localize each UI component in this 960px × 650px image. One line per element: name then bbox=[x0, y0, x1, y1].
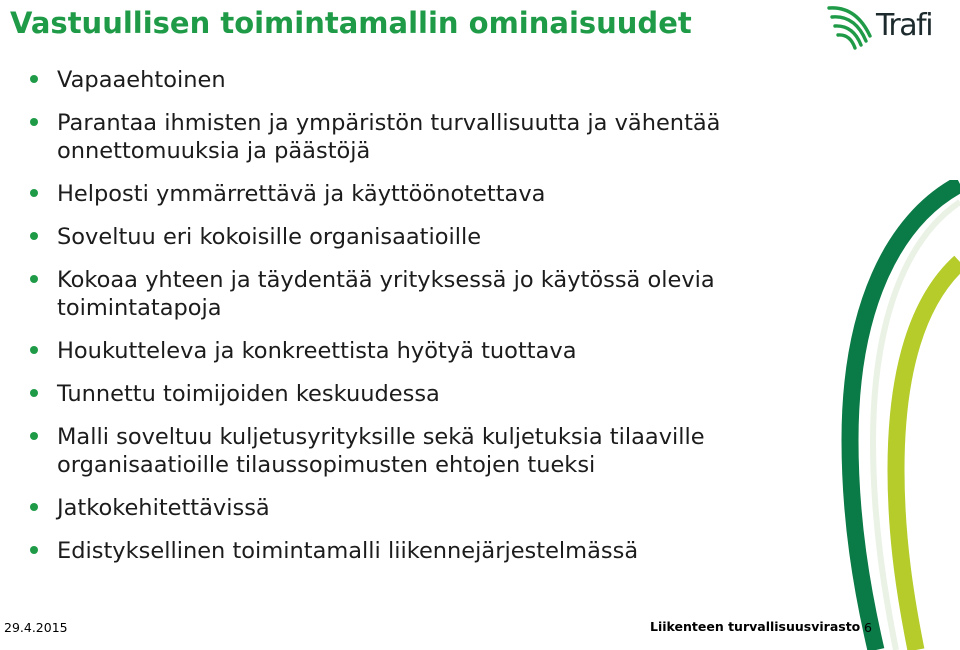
footer-organization: Liikenteen turvallisuusvirasto bbox=[650, 619, 861, 634]
bullet-item bbox=[28, 537, 828, 565]
bullet-item bbox=[28, 423, 828, 479]
bullet-item bbox=[28, 494, 828, 522]
bullet-dot-icon bbox=[30, 546, 38, 554]
bullet-item bbox=[28, 380, 828, 408]
bullet-text: Edistyksellinen toimintamalli liikennejärjestelmässä bbox=[57, 538, 639, 564]
footer-date: 29.4.2015 bbox=[4, 620, 68, 635]
bullet-dot-icon bbox=[30, 275, 38, 283]
trafi-swoosh-icon bbox=[826, 2, 876, 52]
bullet-item bbox=[28, 109, 828, 165]
bullet-dot-icon bbox=[30, 75, 38, 83]
logo-text: Trafi bbox=[876, 8, 933, 43]
bullet-item bbox=[28, 337, 828, 365]
trafi-logo bbox=[826, 2, 952, 56]
bullet-dot-icon bbox=[30, 389, 38, 397]
bullet-text: Kokoaa yhteen ja täydentää yrityksessä jo käytössä olevia toimintatapoja bbox=[57, 267, 715, 321]
bullet-text: Houkutteleva ja konkreettista hyötyä tuottava bbox=[57, 338, 577, 364]
slide-title: Vastuullisen toimintamallin ominaisuudet bbox=[10, 6, 692, 40]
bullet-text: Tunnettu toimijoiden keskuudessa bbox=[57, 381, 440, 407]
bullet-item bbox=[28, 266, 828, 322]
page-number: 6 bbox=[864, 620, 872, 635]
bullet-text: Soveltuu eri kokoisille organisaatioille bbox=[57, 224, 482, 250]
bullet-item bbox=[28, 180, 828, 208]
bullet-text: Vapaaehtoinen bbox=[57, 67, 226, 93]
bullet-dot-icon bbox=[30, 346, 38, 354]
bullet-dot-icon bbox=[30, 232, 38, 240]
bullet-text: Jatkokehitettävissä bbox=[57, 495, 270, 521]
bullet-dot-icon bbox=[30, 503, 38, 511]
bullet-item bbox=[28, 223, 828, 251]
bullet-text: Malli soveltuu kuljetusyrityksille sekä kuljetuksia tilaaville organisaatioille tilaussopimusten ehtojen tueksi bbox=[57, 424, 705, 478]
bullet-text: Parantaa ihmisten ja ympäristön turvallisuutta ja vähentää onnettomuuksia ja päästöjä bbox=[57, 110, 721, 164]
bullet-list bbox=[28, 66, 828, 580]
decorative-swoosh-graphic bbox=[832, 180, 960, 650]
bullet-item bbox=[28, 66, 828, 94]
bullet-dot-icon bbox=[30, 118, 38, 126]
bullet-dot-icon bbox=[30, 189, 38, 197]
bullet-dot-icon bbox=[30, 432, 38, 440]
bullet-text: Helposti ymmärrettävä ja käyttöönotettava bbox=[57, 181, 546, 207]
